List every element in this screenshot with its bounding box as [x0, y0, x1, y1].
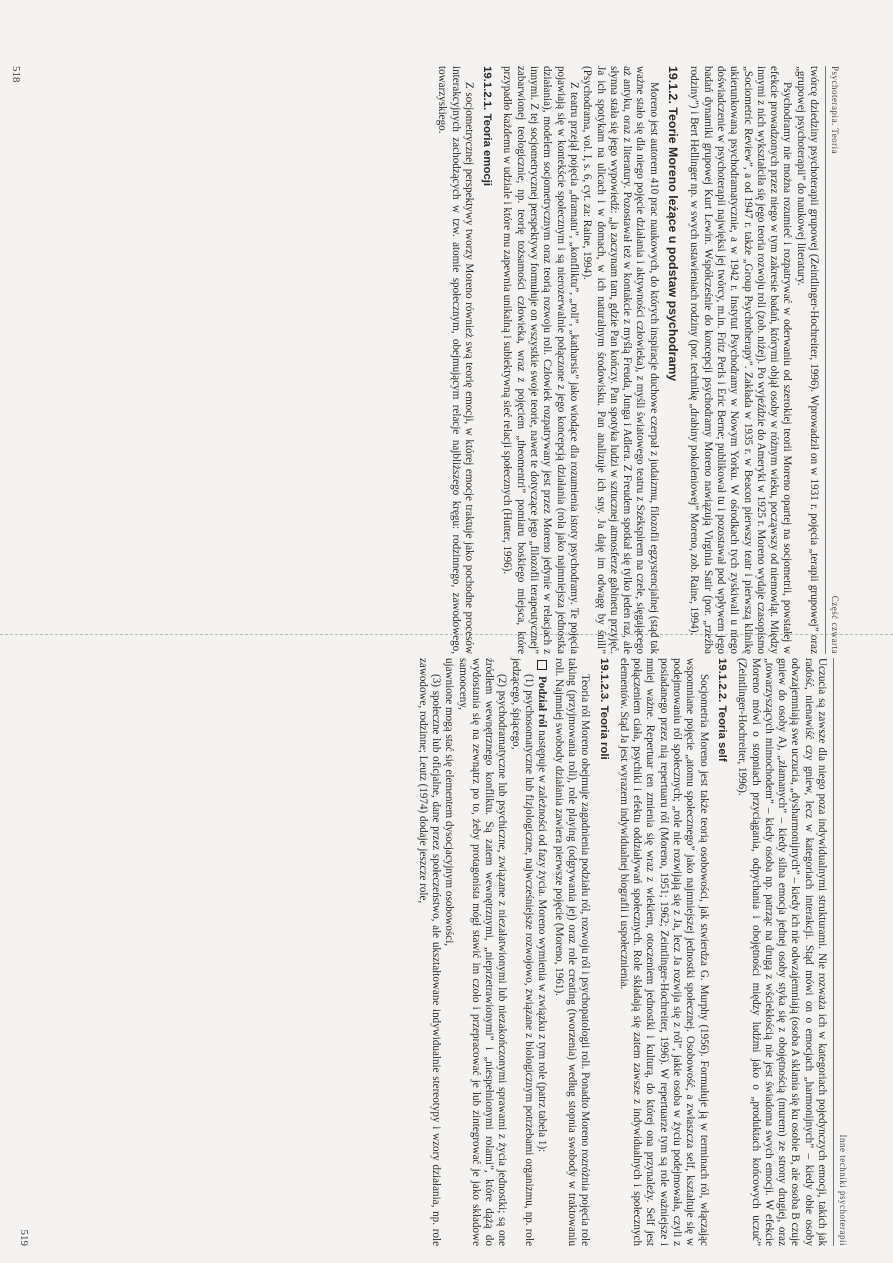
paragraph: Psychodramy nie można rozumieć i rozpatrywać w oderwaniu od szerokiej teorii Moreno opartej na socjometrii, powstałej w efekcie prowadzonych przez niego w tym zakresie badań, którymi objął osoby w różnym wieku, począwszy od niemowląt. Między innymi z nich wykształciła się jego teoria rozwoju roli (zob. niżej). Po wyjeździe do Ameryki w 1925 r. Moreno wydaje czasopismo „Sociometric Review”, a od 1947 r. także „Group Psychotherapy”. Zakłada w 1935 r. w Beacon pierwszy teatr i pierwszą klinikę ukierunkowaną psychodramatycznie, a w 1942 r. Instytut Psychodramy w Nowym Yorku. W ośrodkach tych zyskiwali u niego doświadczenie w psychoterapii najwięksi jej twórcy, m.in. Fritz Perls i Eric Berne; publikował tu i pozostawał pod wpływem jego badań dynamiki grupowej Kurt Lewin. Współcześnie do koncepcji psychodramy Moreno nawiązują Virginia Satir (por. „rzeźba rodziny”) i Bert Hellinger np. w swych ustawieniach rodziny (por. technikę „drabiny pokoleniowej” Moreno, zob. Raine, 1994).: [688, 66, 794, 654]
section-heading: 19.1.2. Teorie Moreno leżące u podstaw psychodramy: [666, 66, 681, 382]
body-text: [435, 66, 820, 654]
paragraph: Z socjometrycznej perspektywy tworzy Moreno również swą teorię emocji, w której emocje traktuje jako pochodne procesów interakcyjnych zachodzących w tzw. atomie społecznym, obejmującym relacje najbliższego kręgu: rodzinnego, zawodowego, towarzyskiego.: [436, 66, 475, 654]
paragraph: Moreno jest autorem 410 prac naukowych, do których inspiracje duchowe czerpał z judaizmu, filozofii egzystencjalnej (stąd tak ważne stało się dla niego pojęcie działania i aktywności człowieka), z myśli światowego teatru z Szekspirem na czele, sięgającego aż antyku, oraz z literatury. Pozostawał też w kontakcie z myślą Freuda, Junga i Adlera. Z Freudem spotkał się tylko jeden raz, ale słynna stała się jego wypowiedź: „ja zaczynam tam, gdzie Pan kończy. Pan spotyka ludzi w sztucznej atmosferze gabinetu przyjęć. Ja ich spotykam na ulicach i w domach, w ich naturalnym środowisku. Pan analizuje ich sny. Ja daję im odwagę by śnili” (Psychodrama, vol. I, s. 6, cyt. za: Raine, 1994).: [581, 66, 660, 654]
list-item: [535, 676, 548, 1246]
list-item: (1) psychosomatyczne lub fizjologiczne, najwcześniejsze rozwojowo, związane z biologicznym potrzebami organizmu, np. role jedzącego, śpiącego,: [509, 658, 536, 1246]
bullet-list: [535, 658, 548, 1246]
body-text: [415, 658, 828, 1246]
header-right: Część czwarta: [830, 595, 840, 654]
header-left: Psychoterapia. Teoria: [830, 66, 840, 155]
subsection-heading: 19.1.2.1. Teoria emocji: [481, 66, 494, 187]
page-518: [0, 66, 840, 654]
list-item: (2) psychodramatyczne lub psychiczne, związane z niezałatwionymi lub niezakończonymi sprawami z życia jednostki; są one źródłem wewnętrznego konfliktu. Są zatem wewnętrznymi, „nieprzetrawionymi” i „niespełnionymi rolami”, które dążą do wydostania się na zewnątrz po to, żeby protagonista mógł stawić im czoło i przepracować je lub zintegrować je jako składowe samooceny,: [456, 658, 509, 1246]
bullet-text: następuje w zależności od fazy życia. Moreno wymienia w związku z tym role (patrz tabela 1):: [536, 727, 549, 1153]
page-number: 519: [18, 1229, 30, 1246]
page-519: [8, 658, 848, 1246]
running-header: [833, 658, 848, 1246]
running-header: [825, 66, 840, 654]
paragraph: Z teatru przejął pojęcia „dramatu”, „konfliktu”, „roli”, „katharsis” jako wiodące dla rozumienia istoty psychodramy. Te pojęcia pojawiają się w kontekście społecznym i są nierozerwalnie połączone z jego koncepcją działania (rola jako najmniejsza jednostka działania), modelem socjometrycznym oraz teorią rozwoju roli. Człowiek rozpatrywany jest przez Moreno jedynie w relacjach z innymi. Z tej socjometrycznej perspektywy formułuje on wszystkie swoje teorie, nawet te dotyczące jego „filozofii terapeutycznej” zabarwionej teologicznie, np. teorię tożsamości człowieka, wraz z pojęciem „theomentri” pomiaru boskiego miejsca, które przypadło każdemu w udziale i które mu zapewnia unikalną i subiektywną sieć relacji społecznych (Hutter, 1996).: [501, 66, 580, 654]
page-number: 518: [10, 66, 22, 83]
subsection-heading: 19.1.2.3. Teoria roli: [597, 658, 610, 760]
paragraph: Socjometria Moreno jest także teorią osobowości, jak stwierdza G. Murphy (1956). Formułuje ją w terminach ról, włączając wspomniane pojęcie „atomu społecznego” jako najmniejszej jednostki społecznej. Osobowość, a zwłaszcza self, kształtuje się w podejmowaniu ról społecznych; „role nie rozwijają się z Ja, lecz Ja rozwija się z ról”, jakie osoba w życiu podejmowała, czyli z posiadanego przez nią repertuaru ról (Moreno, 1951; 1962; Zeintlinger-Hochreiter, 1996). W repertuarze tym są role ważniejsze i mniej ważne. Repertuar ten zmienia się wraz z wiekiem, otoczeniem jednostki i kulturą, do której ona przynależy. Self jest połączeniem ciała, psychiki i efektu oddziaływań społecznych. Role składają się zatem zawsze z indywidualnych i społecznych elementów. Stąd Ja jest wyrazem indywidualnej biografii i uspołecznienia.: [617, 658, 710, 1246]
subsection-heading: 19.1.2.2. Teoria self: [715, 658, 728, 762]
list-item: ujawnione mogą stać się elementem dysocjacyjnym osobowości,: [443, 658, 456, 947]
list-item: (3) społeczne lub oficjalne, dane przez społeczeństwo, ale ukształtowane indywidualnie stereotypy i wzory działania, np. role zawodowe, rodzinne; Leutz (1974) dodaje jeszcze role,: [416, 658, 442, 1246]
paragraph: Teoria ról Moreno obejmuje zagadnienia podziału ról, rozwoju ról i psychopatologii roli. Ponadto Moreno rozróżnia pojęcia role taking (przyjmowania roli), role playing (odgrywania jej) oraz role creating (tworzenia) według stopnia swobody w traktowaniu roli. Najmniej swobody działania zawiera pierwsze pojęcie (Moreno, 1961).: [552, 658, 592, 1246]
bullet-title: Podział ról: [536, 676, 549, 728]
checkbox-bullet-icon: [537, 660, 547, 670]
paragraph: Uczucia są zawsze dla niego poza indywidualnymi strukturami. Nie rozważa ich w kategoriach pojedynczych emocji, takich jak radość, nienawiść czy gniew, lecz w kategoriach interakcji. Stąd mówi on o emocjach „harmonijnych” – kiedy obie osoby odwzajemniają swe uczucia, „dysharmonijnych” – kiedy ich nie odwzajemniają (osoba A sklania się ku osobie B, ale osoba B czuje gniew do osoby A), „złamanych” – kiedy silna emocja jednej osoby styka się z obojętnością (murem) ze strony drugiej, oraz „towarzyszących mimochodem” – kiedy osoba np. patrząc na drugą z wściekłością nie jest świadoma swych emocji. W efekcie Moreno mówi o stopniach przyciągania, odpychania i obojętności między ludźmi jako o „produktach końcowych uczuć” (Zeintlinger-Hochreiter, 1996).: [736, 658, 828, 1246]
paragraph: twórcę dziedziny psychoterapii grupowej (Zeintlinger-Hochreiter, 1996). Wprowadził on w 1931 r. pojęcia „terapii grupowej” oraz „grupowej psychoterapii” do naukowej literatury.: [794, 66, 820, 654]
header-right: Inne techniki psychoterapii: [838, 1134, 848, 1246]
